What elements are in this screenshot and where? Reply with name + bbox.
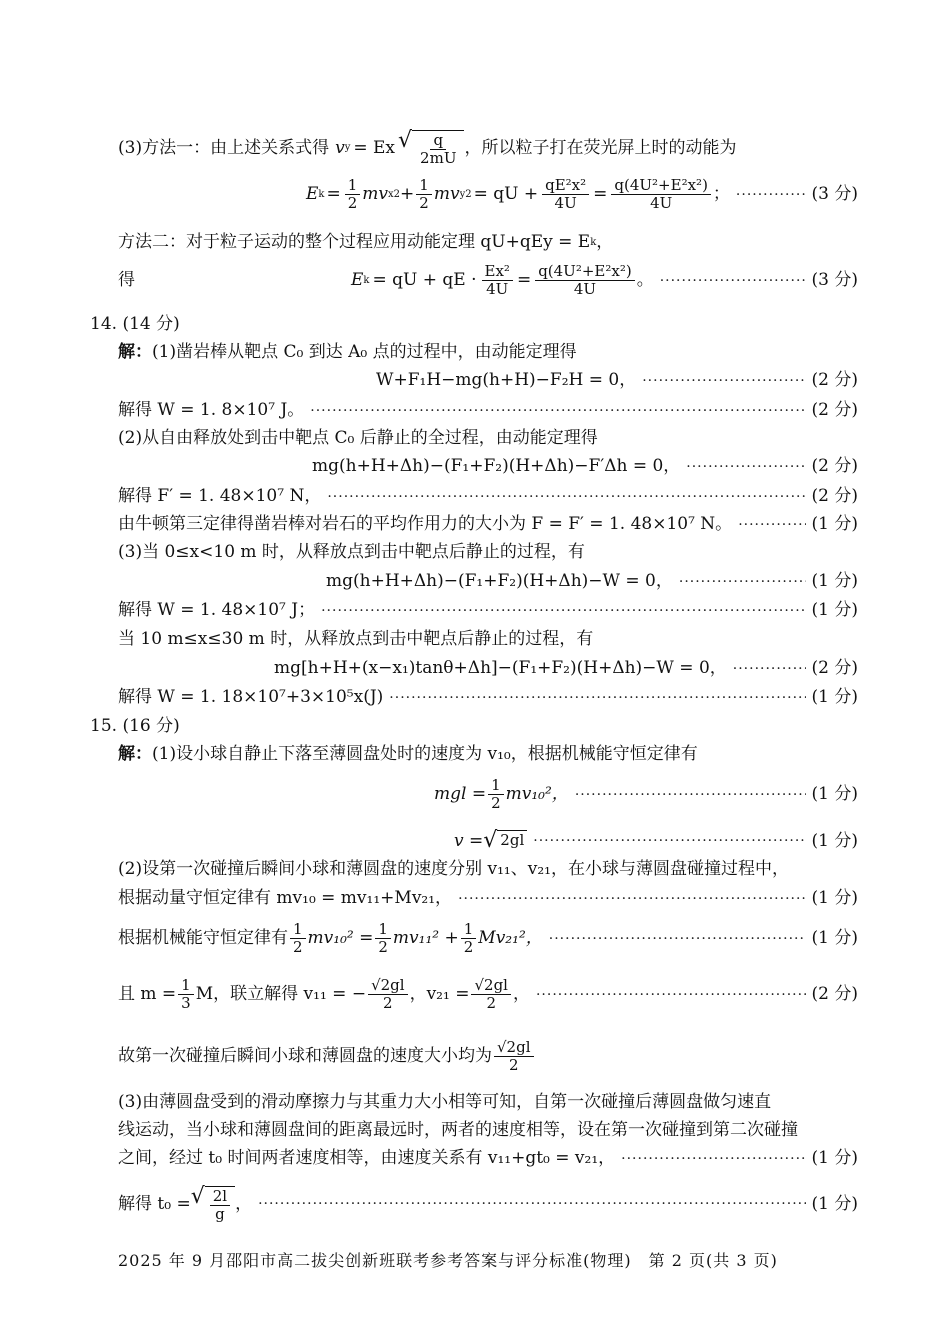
text: (2)从自由释放处到击中靶点 C₀ 后静止的全过程，由动能定理得 (118, 428, 598, 448)
q14-result2 (118, 488, 858, 505)
text: (3)由薄圆盘受到的滑动摩擦力与其重力大小相等可知，自第一次碰撞后薄圆盘做匀速直 (118, 1092, 772, 1112)
solution-label: 解： (118, 744, 152, 764)
frac: $\frac{1}{2}$ (416, 178, 432, 211)
page-footer: 2025 年 9 月邵阳市高二拔尖创新班联考参考答案与评分标准(物理) 第 2 页(共 3 页) (118, 1251, 778, 1270)
leader-dots (549, 932, 806, 946)
score: (2 分) (811, 658, 858, 678)
eq: = Ex (353, 137, 396, 158)
q15-t0-result: 解得 t₀ = √ $\frac{2l}{g}$ ， ····· (1 分) (118, 1186, 858, 1222)
frac: $\frac{1}{2}$ (461, 922, 477, 955)
text: 方法二：对于粒子运动的整个过程应用动能定理 qU+qEy = E (118, 232, 591, 252)
text: 解得 W = 1. 48×10⁷ J； (118, 600, 316, 620)
score: (1 分) (811, 888, 858, 908)
leader-dots (738, 518, 805, 532)
score: (2 分) (811, 400, 858, 420)
score: (2 分) (811, 984, 858, 1004)
score: (1 分) (811, 514, 858, 534)
text: 故第一次碰撞后瞬间小球和薄圆盘的速度大小均为 (118, 1046, 492, 1066)
text: 解得 W = 1. 18×10⁷+3×10⁵x(J) (118, 687, 384, 707)
frac: $\frac{1}{2}$ (290, 922, 306, 955)
leader-dots (660, 274, 806, 288)
frac: $\frac{√2gl}{2}$ (471, 978, 511, 1011)
eq: = (326, 184, 341, 204)
score: (1 分) (811, 687, 858, 707)
sub: y (344, 142, 351, 153)
frac: $\frac{\text{q(4U²+E²x²)}}{4U}$ (611, 178, 711, 211)
sub: k (590, 236, 597, 248)
tail: ，所以粒子打在荧光屏上时的动能为 (464, 137, 737, 158)
sym: v (335, 137, 345, 158)
method-one-line (118, 130, 858, 166)
score: (3 分) (811, 184, 858, 204)
eq: mg[h+H+(x−x₁)tanθ+Δh]−(F₁+F₂)(H+Δh)−W = 0， (274, 658, 727, 678)
end: ， (596, 232, 614, 252)
mid: M，联立解得 v₁₁ = − (195, 984, 367, 1004)
eq: mg(h+H+Δh)−(F₁+F₂)(H+Δh)−W = 0， (326, 571, 673, 591)
q14-eq4 (118, 660, 858, 677)
mid: = qU + qE · (372, 270, 477, 290)
score: (2 分) (811, 456, 858, 476)
text: 由牛顿第三定律得凿岩棒对岩石的平均作用力的大小为 F = F′ = 1. 48×10⁷ N。 (118, 514, 733, 534)
leader-dots (533, 834, 805, 848)
solution-label: 解： (118, 342, 152, 362)
ek-equation-line: E k = $\frac{1}{2}$ mv x 2 + $\frac{1}{2}$ mv y 2 = qU + $\frac{\text{qE²x²}}{4U}$ = $\frac{\text{q(4U²+E²x²)}}{4U}$ ； ····· (3 分) (118, 178, 858, 211)
score: (2 分) (811, 370, 858, 390)
score: (3 分) (811, 270, 858, 290)
text: (3)方法一：由上述关系式得 (118, 137, 330, 158)
eq: mg(h+H+Δh)−(F₁+F₂)(H+Δh)−F′Δh = 0， (312, 456, 681, 476)
pre: 根据机械能守恒定律有 (118, 928, 288, 948)
leader-dots (679, 575, 806, 589)
frac: $\frac{√2gl}{2}$ (494, 1040, 534, 1073)
fn: q (430, 133, 446, 150)
score: (1 分) (811, 600, 858, 620)
text: 解得 F′ = 1. 48×10⁷ N， (118, 486, 322, 506)
leader-dots (258, 1197, 805, 1211)
q14-newton-third (118, 516, 858, 533)
text: 根据动量守恒定律有 mv₁₀ = mv₁₁+Mv₂₁， (118, 888, 453, 908)
q14-eq1 (118, 372, 858, 389)
frac: $\frac{1}{2}$ (375, 922, 391, 955)
frac: $\frac{\text{qE²x²}}{4U}$ (542, 178, 589, 211)
sqrt: √ 2gl (483, 830, 527, 852)
score: (1 分) (811, 571, 858, 591)
question-14-header (90, 316, 858, 333)
text: 之间，经过 t₀ 时间两者速度相等，由速度关系有 v₁₁+gt₀ = v₂₁， (118, 1148, 616, 1168)
text: 线运动，当小球和薄圆盘间的距离最远时，两者的速度相等，设在第一次碰撞到第二次碰撞 (118, 1120, 798, 1140)
frac: $\frac{\text{Ex²}}{4U}$ (482, 264, 513, 297)
mid: = qU + (473, 184, 539, 204)
question-15-header (90, 718, 858, 735)
q14-part1-intro (118, 344, 858, 361)
leader-dots (536, 988, 806, 1002)
q-number: 14. (14 分) (90, 314, 180, 334)
score: (2 分) (811, 486, 858, 506)
q15-velocity (118, 830, 858, 852)
rhs: mv₁₀²， (505, 784, 569, 804)
leader-dots (389, 691, 805, 705)
leader-dots (621, 1152, 805, 1166)
leader-dots (321, 604, 805, 618)
leader-dots (686, 460, 805, 474)
sqrt: √ $\frac{2l}{g}$ (191, 1186, 235, 1222)
sub: k (318, 188, 325, 200)
q15-part3-line3 (118, 1150, 858, 1167)
pre: 得 (118, 270, 135, 290)
lhs: v = (454, 830, 484, 851)
q14-part3-intro (118, 544, 858, 561)
leader-dots (575, 788, 806, 802)
q14-part2-intro (118, 430, 858, 447)
score: (1 分) (811, 784, 858, 804)
q15-energy-cons: 根据机械能守恒定律有 $\frac{1}{2}$ mv₁₀² = $\frac{1}{2}$ mv₁₁² + $\frac{1}{2}$ Mv₂₁²， ····· (1 分) (118, 922, 858, 955)
q14-result1 (118, 402, 858, 419)
q15-part3-line1 (118, 1094, 858, 1111)
frac: $\frac{\text{q(4U²+E²x²)}}{4U}$ (535, 264, 635, 297)
q14-eq2 (118, 458, 858, 475)
frac: $\frac{√2gl}{2}$ (368, 978, 408, 1011)
leader-dots (642, 374, 805, 388)
lhs: E (306, 184, 319, 204)
frac: $\frac{1}{2}$ (345, 178, 361, 211)
q15-solve-velocities: 且 m = $\frac{1}{3}$ M，联立解得 v₁₁ = − $\frac{√2gl}{2}$ ，v₂₁ = $\frac{√2gl}{2}$ ， ····· (2 分) (118, 978, 858, 1011)
q14-result3 (118, 602, 858, 619)
text: (1)设小球自静止下落至薄圆盘处时的速度为 v₁₀，根据机械能守恒定律有 (152, 744, 698, 764)
leader-dots (736, 188, 806, 202)
q14-eq3 (118, 573, 858, 590)
t2: mv (433, 184, 460, 204)
q15-momentum (118, 890, 858, 907)
score: (1 分) (811, 928, 858, 948)
text: (3)当 0≤x<10 m 时，从释放点到击中靶点后静止的过程，有 (118, 542, 585, 562)
text: (1)凿岩棒从靶点 C₀ 到达 A₀ 点的过程中，由动能定理得 (152, 342, 577, 362)
eq: = (593, 184, 608, 204)
leader-dots (458, 892, 805, 906)
q14-result4 (118, 689, 858, 706)
pre: 且 m = (118, 984, 177, 1004)
score: (1 分) (811, 1193, 858, 1214)
fd: 2mU (420, 149, 457, 167)
t1: mv (362, 184, 389, 204)
method-two-line (118, 234, 858, 251)
plus: + (400, 184, 415, 204)
eq: W+F₁H−mg(h+H)−F₂H = 0， (376, 370, 637, 390)
ek-method2-line: 得 E k = qU + qE · $\frac{\text{Ex²}}{4U}$ = $\frac{\text{q(4U²+E²x²)}}{4U}$ 。 ····· (3 分) (118, 264, 858, 297)
text: 当 10 m≤x≤30 m 时，从释放点到击中靶点后静止的过程，有 (118, 629, 594, 649)
leader-dots (733, 662, 806, 676)
q15-eq-energy (118, 778, 858, 811)
mid2: ，v₂₁ = (409, 984, 470, 1004)
frac: $\frac{1}{3}$ (178, 978, 194, 1011)
q-number: 15. (16 分) (90, 716, 180, 736)
q15-conclusion (118, 1040, 858, 1073)
q14-range2-intro (118, 631, 858, 648)
end: ； (712, 184, 730, 204)
q15-part3-line2 (118, 1122, 858, 1139)
pre: 解得 t₀ = (118, 1193, 191, 1214)
frac: $\frac{1}{2}$ (488, 778, 504, 811)
text: (2)设第一次碰撞后瞬间小球和薄圆盘的速度分别 v₁₁、v₂₁，在小球与薄圆盘碰撞过程中， (118, 859, 789, 879)
leader-dots (310, 404, 805, 418)
leader-dots (327, 490, 805, 504)
sqrt: √ $\frac{q}{2mU}$ (398, 130, 464, 166)
score: (1 分) (811, 1148, 858, 1168)
score: (1 分) (811, 830, 858, 851)
q15-part2-intro (118, 861, 858, 878)
lhs: mgl = (434, 784, 487, 804)
text: 解得 W = 1. 8×10⁷ J。 (118, 400, 305, 420)
q15-part1-intro (118, 746, 858, 763)
